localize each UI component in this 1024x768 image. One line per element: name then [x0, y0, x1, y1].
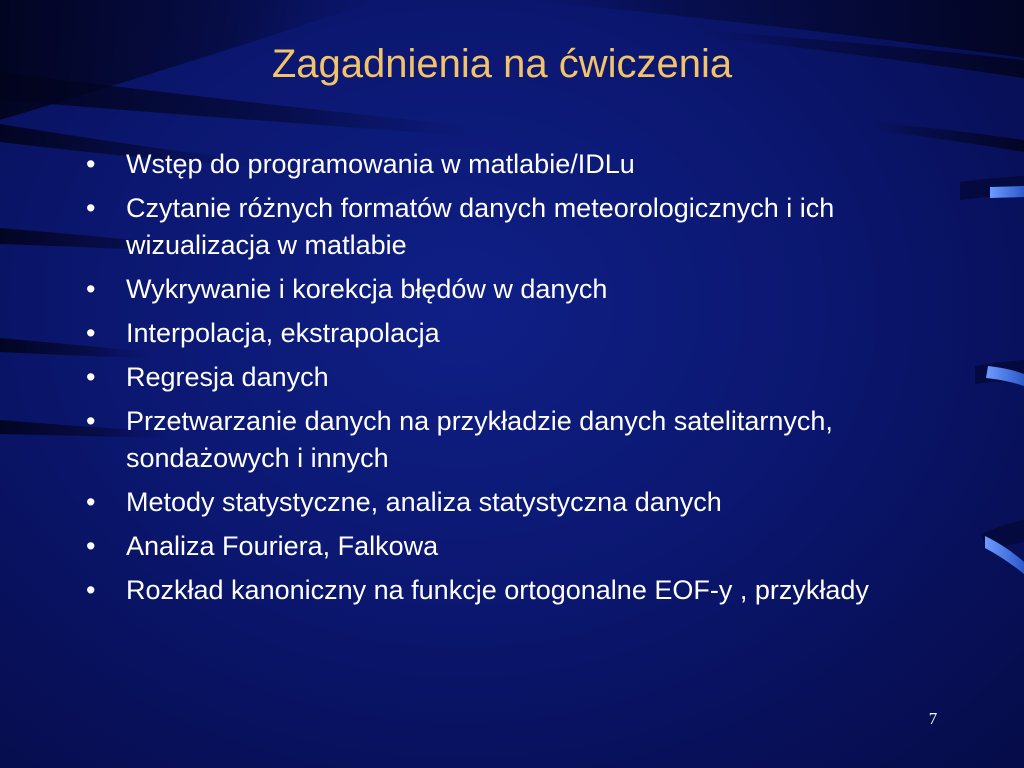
- bullet-item: [86, 271, 946, 308]
- bullet-item: [86, 572, 946, 609]
- bullet-text: Wstęp do programowania w matlabie/IDLu: [126, 149, 635, 179]
- bullet-icon: •: [86, 149, 96, 179]
- bullet-icon: •: [86, 193, 96, 223]
- bullet-item: [86, 146, 946, 183]
- page-number: 7: [928, 709, 938, 728]
- bullet-text: Regresja danych: [126, 362, 329, 392]
- bullet-text: Metody statystyczne, analiza statystyczna danych: [126, 487, 722, 517]
- bullet-icon: •: [86, 362, 96, 392]
- bullet-icon: •: [86, 531, 96, 561]
- bullet-icon: •: [86, 406, 96, 436]
- bullet-icon: •: [86, 318, 96, 348]
- bullet-text: Czytanie różnych formatów danych meteorologicznych i ich wizualizacja w matlabie: [126, 193, 835, 260]
- bullet-icon: •: [86, 274, 96, 304]
- bullet-text: Przetwarzanie danych na przykładzie danych satelitarnych, sondażowych i innych: [126, 406, 833, 473]
- bullet-item: [86, 190, 946, 264]
- bullet-text: Rozkład kanoniczny na funkcje ortogonalne EOF-y , przykłady: [126, 575, 869, 605]
- bullet-item: [86, 403, 946, 477]
- accent-stripe: [990, 186, 1024, 198]
- bullet-icon: •: [86, 487, 96, 517]
- bullet-item: [86, 315, 946, 352]
- bullet-item: [86, 359, 946, 396]
- bullet-item: [86, 484, 946, 521]
- bullet-icon: •: [86, 575, 96, 605]
- bullet-text: Wykrywanie i korekcja błędów w danych: [126, 274, 608, 304]
- slide-title: Zagadnienia na ćwiczenia: [271, 42, 733, 86]
- bullet-list: [86, 146, 946, 616]
- bullet-item: [86, 528, 946, 565]
- bullet-text: Analiza Fouriera, Falkowa: [126, 531, 439, 561]
- bullet-text: Interpolacja, ekstrapolacja: [126, 318, 440, 348]
